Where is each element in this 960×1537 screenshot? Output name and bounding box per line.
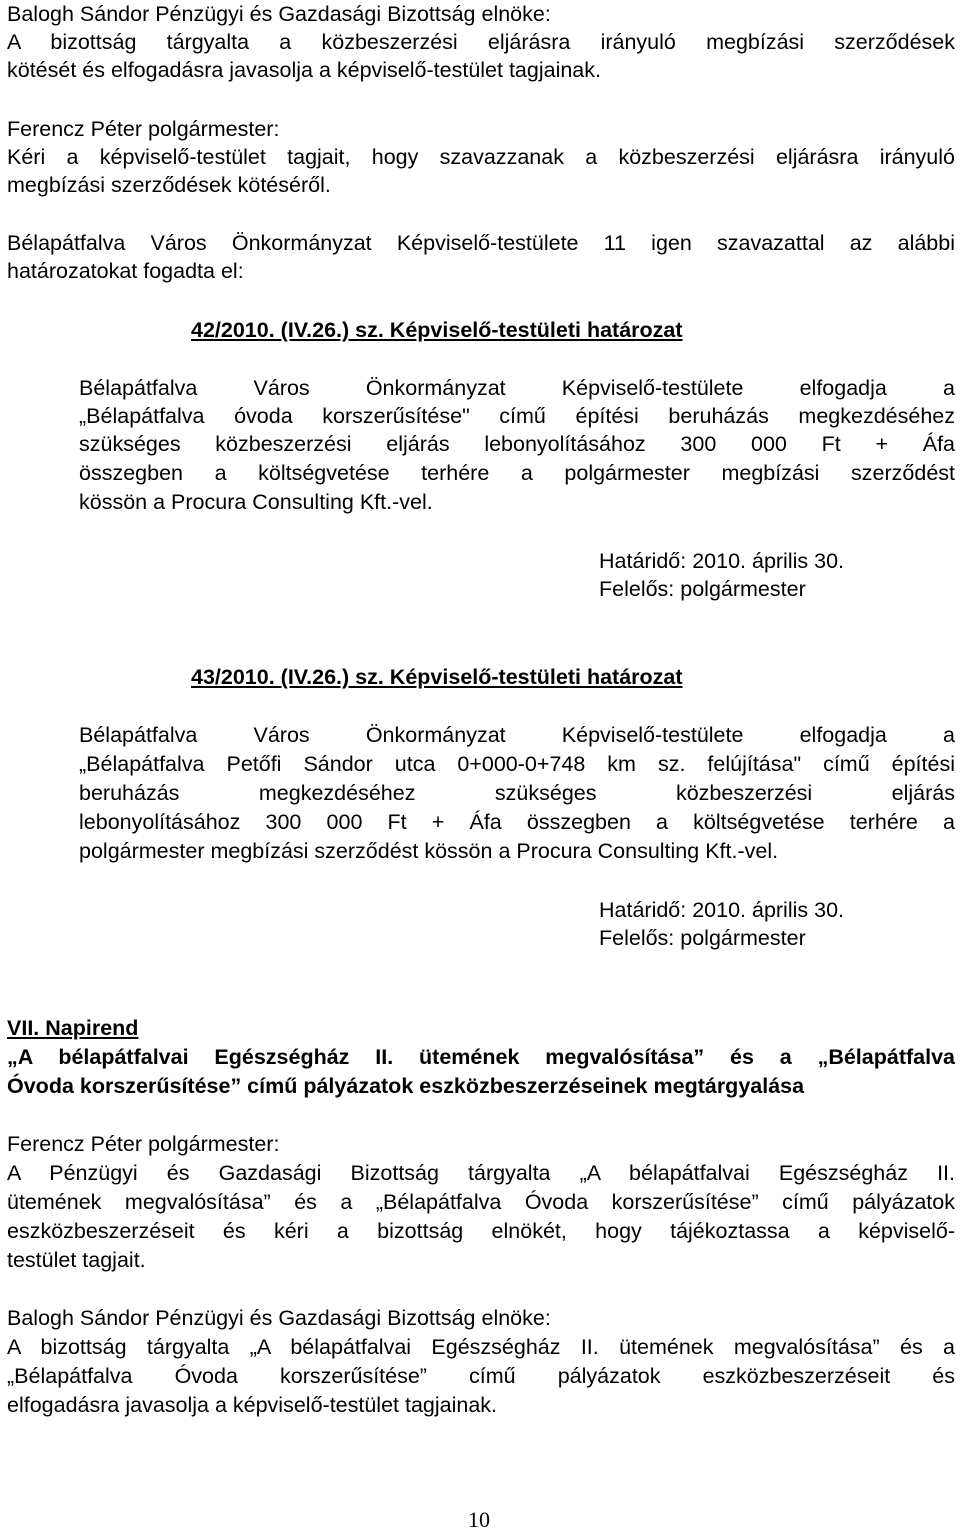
speaker-label: Ferencz Péter polgármester: [7, 1132, 280, 1156]
paragraph-line: „Bélapátfalva Óvoda korszerűsítése” című pályázatok eszközbeszerzéseit és [7, 1364, 955, 1388]
speaker-label: Balogh Sándor Pénzügyi és Gazdasági Bizottság elnöke: [7, 1306, 551, 1330]
resolution-line: Bélapátfalva Város Önkormányzat Képviselő-testülete elfogadja a [79, 723, 955, 747]
agenda-title-line: „A bélapátfalvai Egészségház II. ütemének megvalósítása” és a „Bélapátfalva [7, 1045, 955, 1069]
agenda-title-line: Óvoda korszerűsítése” című pályázatok eszközbeszerzéseinek megtárgyalása [7, 1074, 805, 1098]
paragraph-line: A bizottság tárgyalta a közbeszerzési eljárásra irányuló megbízási szerződések [7, 30, 955, 54]
resolution-line: szükséges közbeszerzési eljárás lebonyolításához 300 000 Ft + Áfa [79, 432, 955, 456]
paragraph-line: elfogadásra javasolja a képviselő-testület tagjainak. [7, 1393, 498, 1417]
deadline-text: Határidő: 2010. április 30. [599, 898, 845, 922]
resolution-line: „Bélapátfalva óvoda korszerűsítése" című építési beruházás megkezdéséhez [79, 404, 955, 428]
resolution-heading: 42/2010. (IV.26.) sz. Képviselő-testületi határozat [191, 318, 683, 342]
paragraph-line: megbízási szerződések kötéséről. [7, 173, 331, 197]
resolution-line: kössön a Procura Consulting Kft.-vel. [79, 490, 433, 514]
paragraph-line: testület tagjait. [7, 1248, 146, 1272]
speaker-label: Balogh Sándor Pénzügyi és Gazdasági Bizottság elnöke: [7, 2, 551, 26]
paragraph-line: határozatokat fogadta el: [7, 259, 244, 283]
resolution-line: „Bélapátfalva Petőfi Sándor utca 0+000-0+748 km sz. felújítása" című építési [79, 752, 955, 776]
paragraph-line: A bizottság tárgyalta „A bélapátfalvai Egészségház II. ütemének megvalósítása” és a [7, 1335, 955, 1359]
paragraph-line: ütemének megvalósítása” és a „Bélapátfalva Óvoda korszerűsítése” című pályázatok [7, 1190, 955, 1214]
agenda-label: VII. Napirend [7, 1016, 139, 1040]
resolution-line: összegben a költségvetése terhére a polgármester megbízási szerződést [79, 461, 955, 485]
resolution-line: Bélapátfalva Város Önkormányzat Képviselő-testülete elfogadja a [79, 376, 955, 400]
responsible-text: Felelős: polgármester [599, 577, 806, 601]
paragraph-line: Kéri a képviselő-testület tagjait, hogy szavazzanak a közbeszerzési eljárásra irányuló [7, 145, 955, 169]
resolution-line: beruházás megkezdéséhez szükséges közbeszerzési eljárás [79, 781, 955, 805]
resolution-line: lebonyolításához 300 000 Ft + Áfa összegben a költségvetése terhére a [79, 810, 955, 834]
resolution-line: polgármester megbízási szerződést kössön a Procura Consulting Kft.-vel. [79, 839, 779, 863]
responsible-text: Felelős: polgármester [599, 926, 806, 950]
deadline-text: Határidő: 2010. április 30. [599, 549, 845, 573]
paragraph-line: kötését és elfogadásra javasolja a képviselő-testület tagjainak. [7, 58, 601, 82]
resolution-heading: 43/2010. (IV.26.) sz. Képviselő-testületi határozat [191, 665, 683, 689]
paragraph-line: A Pénzügyi és Gazdasági Bizottság tárgyalta „A bélapátfalvai Egészségház II. [7, 1161, 955, 1185]
paragraph-line: eszközbeszerzéseit és kéri a bizottság elnökét, hogy tájékoztassa a képviselő- [7, 1219, 955, 1243]
speaker-label: Ferencz Péter polgármester: [7, 117, 280, 141]
page-number: 10 [468, 1507, 490, 1532]
paragraph-line: Bélapátfalva Város Önkormányzat Képviselő-testülete 11 igen szavazattal az alábbi [7, 231, 955, 255]
